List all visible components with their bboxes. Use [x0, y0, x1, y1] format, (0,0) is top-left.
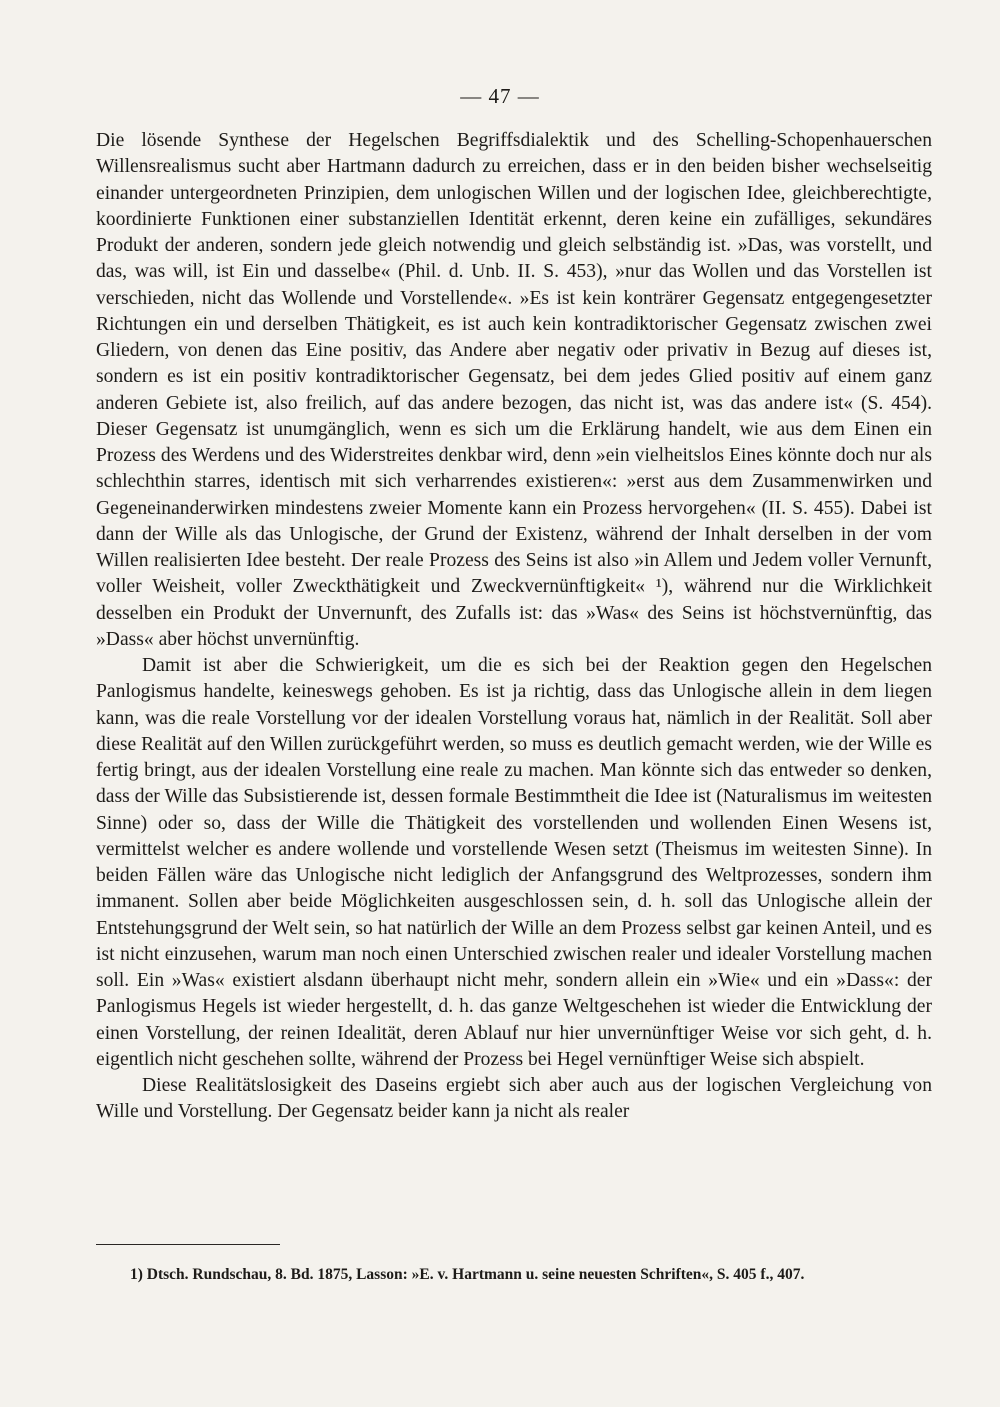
paragraph-2: Damit ist aber die Schwierigkeit, um die es sich bei der Reaktion gegen den Hegelschen Panlogismus handelte, keineswegs gehoben. Es ist ja richtig, dass das Unlogische allein in dem liegen kann, was die reale Vorstellung vor der idealen Vorstellung voraus hat, nämlich in der Realität. Soll aber diese Realität auf den Willen zurückgeführt werden, so muss es deutlich gemacht werden, wie der Wille es fertig bringt, aus der idealen Vorstellung eine reale zu machen. Man könnte sich das entweder so denken, dass der Wille das Subsistierende ist, dessen formale Bestimmtheit die Idee ist (Naturalismus im weitesten Sinne) oder so, dass der Wille die Thätigkeit des vorstellenden und wollenden Einen Wesens ist, vermittelst welcher es andere wollende und vorstellende Wesen setzt (Theismus im weitesten Sinne). In beiden Fällen wäre das Unlogische nicht lediglich der Anfangsgrund des Weltprozesses, sondern ihm immanent. Sollen aber beide Möglichkeiten ausgeschlossen sein, d. h. soll das Unlogische allein der Entstehungsgrund der Welt sein, so hat natürlich der Wille an dem Prozess selbst gar keinen Anteil, und es ist nicht einzusehen, warum man noch einen Unterschied zwischen realer und idealer Vorstellung machen soll. Ein »Was« existiert alsdann überhaupt nicht mehr, sondern allein ein »Wie« und ein »Dass«: der Panlogismus Hegels ist wieder hergestellt, d. h. das ganze Weltgeschehen ist wieder die Entwicklung der einen Vorstellung, der reinen Idealität, deren Ablauf nur hier unvernünftiger Weise vor sich geht, d. h. eigentlich nicht geschehen sollte, während der Prozess bei Hegel vernünftiger Weise sich abspielt.	[96, 655, 932, 1070]
footnote: 1) Dtsch. Rundschau, 8. Bd. 1875, Lasson: »E. v. Hartmann u. seine neuesten Schriften«, S. 405 f., 407.	[130, 1266, 805, 1283]
body-text	[96, 128, 932, 1126]
paragraph-3: Diese Realitätslosigkeit des Daseins ergiebt sich aber auch aus der logischen Vergleichung von Wille und Vorstellung. Der Gegensatz beider kann ja nicht als realer	[96, 1075, 932, 1123]
paragraph-1: Die lösende Synthese der Hegelschen Begriffsdialektik und des Schelling-Schopenhauerschen Willensrealismus sucht aber Hartmann dadurch zu erreichen, dass er in den beiden bisher wechselseitig einander untergeordneten Prinzipien, dem unlogischen Willen und der logischen Idee, gleichberechtigte, koordinierte Funktionen einer substanziellen Identität erkennt, deren keine ein zufälliges, sekundäres Produkt der anderen, sondern jede gleich notwendig und gleich selbständig ist. »Das, was vorstellt, und das, was will, ist Ein und dasselbe« (Phil. d. Unb. II. S. 453), »nur das Wollen und das Vorstellen ist verschieden, nicht das Wollende und Vorstellende«. »Es ist kein konträrer Gegensatz entgegengesetzter Richtungen ein und derselben Thätigkeit, es ist auch kein kontradiktorischer Gegensatz zwischen zwei Gliedern, von denen das Eine positiv, das Andere aber negativ oder privativ in Bezug auf dieses ist, sondern es ist ein positiv kontradiktorischer Gegensatz, bei dem jedes Glied positiv auf einem ganz anderen Gebiete ist, also freilich, auf das andere bezogen, das nicht ist, was das andere ist« (S. 454). Dieser Gegensatz ist unumgänglich, wenn es sich um die Erklärung handelt, wie aus dem Einen ein Prozess des Werdens und des Widerstreites denkbar wird, denn »ein vielheitslos Eines könnte doch nur als schlechthin starres, identisch mit sich verharrendes existieren«: »erst aus dem Zusammenwirken und Gegeneinanderwirken mindestens zweier Momente kann ein Prozess hervorgehen« (II. S. 455). Dabei ist dann der Wille als das Unlogische, der Grund der Existenz, während der Inhalt derselben in der vom Willen realisierten Idee besteht. Der reale Prozess des Seins ist also »in Allem und Jedem voller Vernunft, voller Weisheit, voller Zweckthätigkeit und Zweckvernünftigkeit« ¹), während nur die Wirklichkeit desselben ein Produkt der Unvernunft, des Zufalls ist: das »Was« des Seins ist höchstvernünftig, das »Dass« aber höchst unvernünftig.	[96, 130, 932, 650]
footnote-divider	[96, 1244, 280, 1245]
page-number: — 47 —	[460, 84, 540, 108]
